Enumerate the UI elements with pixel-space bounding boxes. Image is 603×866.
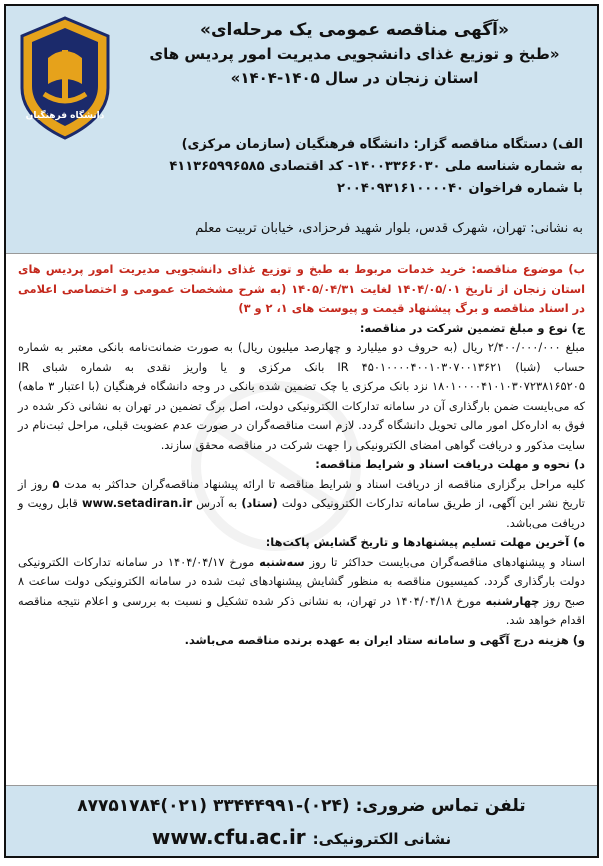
- phone-row: [20, 792, 583, 820]
- section-c-label: ج) نوع و مبلغ تضمین شرکت در مناقصه:: [359, 320, 585, 335]
- national-id-line: به شماره شناسه ملی ۱۴۰۰۳۳۶۶۰۳۰- کد اقتصادی ۴۱۱۳۶۵۹۹۶۵۸۵: [169, 159, 583, 174]
- section-e-text-3: مورخ ۱۴۰۴/۰۴/۱۸ در تهران، به نشانی ذکر شده تشکیل و نسبت به بررسی و اعلام نتیجه مناقصه اقدام خواهد شد.: [18, 593, 585, 627]
- section-e-body: [18, 553, 585, 631]
- section-e-day2: چهارشنبه: [485, 593, 540, 608]
- website-row: [20, 822, 583, 854]
- phone-value: (۰۲۴)-۳۳۴۴۴۹۹۱ (۰۲۱)۸۷۷۵۱۷۸۴: [77, 796, 350, 816]
- section-d-text-2: روز از تاریخ نشر این آگهی، از طریق سامانه تدارکات الکترونیکی دولت: [18, 476, 585, 510]
- section-d: [18, 455, 585, 475]
- section-d-setad: (ستاد): [241, 496, 278, 510]
- university-logo: [16, 14, 114, 144]
- title-block: [126, 18, 583, 90]
- section-b: [18, 260, 585, 319]
- section-e-text-1: اسناد و پیشنهادهای مناقصه‌گران می‌بایست حداکثر تا روز: [304, 554, 585, 569]
- website-link[interactable]: www.cfu.ac.ir: [151, 825, 306, 849]
- notice-subtitle-1: «طبخ و توزیع غذای دانشجویی مدیریت امور پردیس های: [149, 45, 560, 63]
- tender-notice: [4, 4, 599, 858]
- section-d-text-1: کلیه مراحل برگزاری مناقصه از دریافت اسناد و شرایط مناقصه تا ارائه پیشنهاد مناقصه‌گران حداکثر به مدت: [59, 476, 585, 491]
- notice-body: [6, 254, 597, 650]
- section-f: و) هزینه درج آگهی و سامانه ستاد ایران به عهده برنده مناقصه می‌باشد.: [184, 632, 585, 647]
- section-b-label: ب) موضوع مناقصه:: [471, 262, 585, 276]
- organizer-line: الف) دستگاه مناقصه گزار: دانشگاه فرهنگیان (سازمان مرکزی): [181, 137, 583, 152]
- section-d-text-4: قابل رویت و دریافت می‌باشد.: [18, 496, 585, 530]
- notice-subtitle-2: استان زنجان در سال ۱۴۰۵-۱۴۰۴»: [230, 69, 479, 87]
- section-d-body: [18, 475, 585, 534]
- organizer-address: به نشانی: تهران، شهرک قدس، بلوار شهید فرحزادی، خیابان تربیت معلم: [195, 221, 583, 236]
- section-d-days: ۵: [52, 476, 60, 491]
- section-c-body: مبلغ ۲/۴۰۰/۰۰۰/۰۰۰ ریال (به حروف دو میلیارد و چهارصد میلیون ریال) به صورت ضمانت‌نامه بانکی معتبر به شماره حساب (شبا) IR ۴۵۰۱۰۰۰۰۴۰۰۱۰۳۰۷۰۰۱۳۶۲۱ بانک مرکزی و یا واریز نقدی به شماره شبای IR ۱۸۰۱۰۰۰۰۴۱۰۱۰۳۰۷۲۳۸۱۶۵۲۰۵ نزد بانک مرکزی یا چک تضمین شده بانکی در وجه دانشگاه فرهنگیان (با اعتبار ۳ ماهه) که می‌بایست ضمن بارگذاری آن در سامانه تدارکات الکترونیکی دولت، اصل برگ تضمین در تهران به نشانی ذکر شده در فوق به اداره‌کل امور مالی تحویل دانشگاه گردد. لازم است مناقصه‌گران در صورت عدم عضویت قبلی، مراحل ثبت‌نام در سایت مذکور و دریافت گواهی امضای الکترونیکی را جهت شرکت در مناقصه محقق سازند.: [18, 340, 585, 452]
- notice-footer: [6, 785, 597, 856]
- organizer-info: [20, 134, 583, 200]
- logo-caption: دانشگاه فرهنگیان: [25, 111, 105, 121]
- setad-link[interactable]: www.setadiran.ir: [81, 496, 193, 510]
- notice-title: «آگهی مناقصه عمومی یک مرحله‌ای»: [199, 20, 509, 40]
- section-e-text-2: مورخ ۱۴۰۴/۰۴/۱۷ در سامانه تدارکات الکترونیکی دولت بارگذاری گردد. کمیسیون مناقصه به منظور گشایش پیشنهادهای ثبت شده در سامانه الکترونیکی دولت ساعت ۸ صبح روز: [18, 554, 585, 608]
- section-c: [18, 319, 585, 339]
- section-b-text: خرید خدمات مربوط به طبخ و توزیع غذای دانشجویی مدیریت امور پردیس های استان زنجان از تاریخ ۱۴۰۴/۰۵/۰۱ لغایت ۱۴۰۵/۰۴/۳۱ (به شرح مشخصات عمومی و اختصاصی اعلامی در اسناد مناقصه و برگ پیشنهاد قیمت و پیوست های ۱، ۲ و ۳): [18, 262, 585, 315]
- section-d-label: د) نحوه و مهلت دریافت اسناد و شرایط مناقصه:: [315, 457, 585, 471]
- call-number-line: با شماره فراخوان ۲۰۰۴۰۹۳۱۶۱۰۰۰۰۴۰: [337, 181, 583, 196]
- section-d-text-3: به آدرس: [192, 496, 242, 510]
- notice-header: [6, 6, 597, 254]
- section-e: [18, 533, 585, 553]
- section-e-label: ه) آخرین مهلت تسلیم پیشنهادها و تاریخ گشایش پاکت‌ها:: [265, 535, 585, 549]
- phone-label: تلفن تماس ضروری:: [355, 796, 526, 816]
- website-label: نشانی الکترونیکی:: [312, 830, 452, 848]
- section-e-day1: سه‌شنبه: [259, 554, 305, 569]
